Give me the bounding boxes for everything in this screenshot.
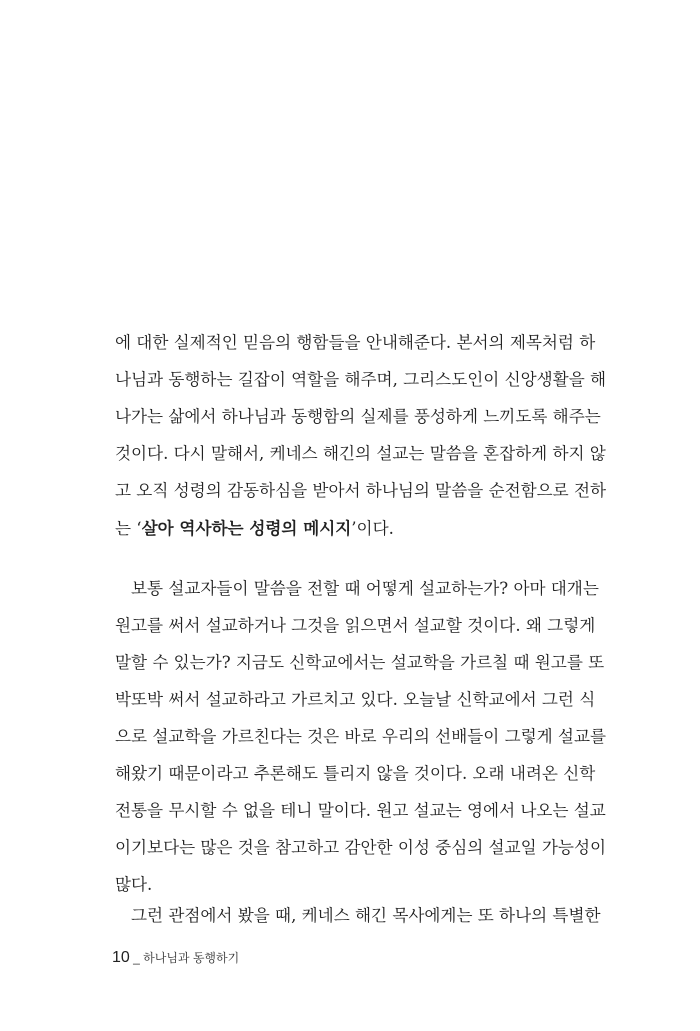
quote-suffix: ’이다.: [351, 519, 394, 538]
paragraph1-line5: 고 오직 성령의 감동하심을 받아서 하나님의 말씀을 순전함으로 전하: [115, 481, 607, 500]
paragraph2-line1: 보통 설교자들이 말씀을 전할 때 어떻게 설교하는가? 아마 대개는: [131, 579, 599, 598]
emphasized-phrase: 살아 역사하는 성령의 메시지: [141, 518, 352, 538]
paragraph2-line2: 원고를 써서 설교하거나 그것을 읽으면서 설교할 것이다. 왜 그렇게: [115, 616, 596, 635]
paragraph2-line3: 말할 수 있는가? 지금도 신학교에서는 설교학을 가르칠 때 원고를 또: [115, 653, 605, 672]
paragraph2-line7: 전통을 무시할 수 없을 테니 말이다. 원고 설교는 영에서 나오는 설교: [115, 801, 606, 820]
page-number: 10: [112, 949, 130, 966]
paragraph2-line5: 으로 설교학을 가르친다는 것은 바로 우리의 선배들이 그렇게 설교를: [115, 727, 607, 746]
paragraph1-line1: 에 대한 실제적인 믿음의 행함들을 안내해준다. 본서의 제목처럼 하: [115, 333, 596, 352]
paragraph2-line9: 많다.: [115, 875, 153, 894]
paragraph2-line8: 이기보다는 많은 것을 참고하고 감안한 이성 중심의 설교일 가능성이: [115, 838, 607, 857]
paragraph2-line4: 박또박 써서 설교하라고 가르치고 있다. 오늘날 신학교에서 그런 식: [115, 690, 596, 709]
page-footer: [112, 949, 239, 969]
running-title: 하나님과 동행하기: [143, 951, 240, 965]
paragraph3-line1: 그런 관점에서 봤을 때, 케네스 해긴 목사에게는 또 하나의 특별한: [131, 906, 601, 925]
quote-prefix: 는 ‘: [115, 519, 142, 538]
paragraph1-line3: 나가는 삶에서 하나님과 동행함의 실제를 풍성하게 느끼도록 해주는: [115, 407, 601, 426]
paragraph2-line6: 해왔기 때문이라고 추론해도 틀리지 않을 것이다. 오래 내려온 신학: [115, 764, 596, 783]
paragraph1-line2: 나님과 동행하는 길잡이 역할을 해주며, 그리스도인이 신앙생활을 해: [115, 370, 607, 389]
footer-separator: _: [129, 951, 144, 965]
paragraph1-line4: 것이다. 다시 말해서, 케네스 해긴의 설교는 말씀을 혼잡하게 하지 않: [115, 444, 606, 463]
paragraph1-line6: [115, 515, 595, 541]
